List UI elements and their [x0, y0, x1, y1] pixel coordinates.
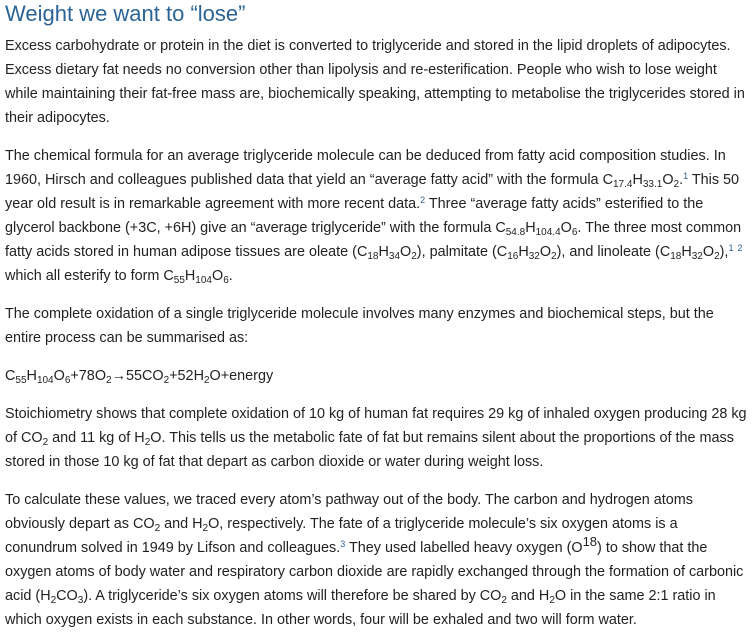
symbol-h: H [632, 172, 643, 188]
subscript: 2 [673, 179, 680, 190]
reaction-arrow: → [111, 368, 126, 384]
subscript: 34 [388, 251, 401, 262]
p2-text-1: The chemical formula for an average triglyceride molecule can be deduced from fatty acid composition studies. In 1960, Hirsch and colleagues published data that yield an “average fatty acid” with the formula [5, 148, 726, 188]
formula-palmitate [497, 244, 557, 260]
subscript: 2 [203, 375, 210, 386]
energy-term: energy [229, 368, 274, 384]
subscript: 2 [154, 523, 161, 534]
p5-text-7: ). A triglyceride’s six oxygen atoms will therefore be shared by CO [83, 588, 502, 604]
symbol-o: O [94, 368, 107, 384]
symbol-o: O [539, 244, 552, 260]
p4-text-1: Stoichiometry shows that complete oxidation of 10 kg of human fat requires 29 kg of inhaled oxygen producing 28 kg of CO [5, 406, 747, 446]
symbol-h: H [378, 244, 389, 260]
subscript: 6 [64, 375, 71, 386]
symbol-h: H [681, 244, 692, 260]
reference-link[interactable]: 1 [728, 243, 734, 253]
subscript: 18 [670, 251, 682, 262]
subscript: 2 [202, 523, 209, 534]
subscript: 32 [528, 251, 540, 262]
symbol-o: O [702, 244, 715, 260]
symbol-c: C [659, 244, 671, 260]
subscript: 2 [549, 595, 555, 606]
p5-text-6: CO [56, 588, 78, 604]
plus-sign: + [220, 368, 230, 384]
symbol-h: H [184, 268, 196, 284]
p2-text-6: ), and linoleate ( [556, 244, 660, 260]
formula-linoleate [660, 244, 720, 260]
p2-text-7: ), [719, 244, 729, 260]
reference-link[interactable]: 1 [683, 171, 689, 181]
p5-text-1: To calculate these values, we traced every atom’s pathway out of the body. The carbon and hydrogen atoms obviously depart as CO [5, 492, 693, 532]
subscript: 18 [367, 251, 379, 262]
symbol-o: O [53, 368, 65, 384]
subscript: 3 [77, 595, 84, 606]
paragraph-3: The complete oxidation of a single triglyceride molecule involves many enzymes and biochemical steps, but the entire process can be summarised as: [5, 306, 714, 346]
subscript: 55 [15, 375, 27, 386]
symbol-c: C [495, 220, 506, 236]
formula-oleate [357, 244, 417, 260]
plus-sign: + [169, 368, 178, 384]
paragraph-2 [5, 144, 751, 288]
p2-text-9: . [228, 268, 233, 284]
symbol-c: C [602, 172, 613, 188]
plus-sign: + [70, 368, 79, 384]
period: . [679, 172, 684, 188]
oxidation-equation [5, 364, 751, 388]
subscript: 2 [163, 375, 170, 386]
subscript: 55 [173, 275, 185, 286]
symbol-co: CO [141, 368, 164, 384]
symbol-o: O [209, 368, 221, 384]
subscript: 104 [195, 275, 212, 286]
formula-avg-triglyceride [495, 220, 577, 236]
isotope-superscript: 18 [582, 534, 598, 549]
subscript: 32 [691, 251, 703, 262]
subscript: 2 [50, 595, 57, 606]
reference-link[interactable]: 3 [340, 539, 346, 549]
paragraph-4 [5, 402, 751, 474]
p4-text-2: and 11 kg of H [48, 430, 145, 446]
subscript: 2 [144, 437, 151, 448]
symbol-o: O [662, 172, 674, 188]
coefficient: 55 [125, 368, 142, 384]
coefficient: 78 [78, 368, 95, 384]
formula-avg-fatty-acid [603, 172, 684, 188]
symbol-o: O [211, 268, 224, 284]
p2-text-2: This 50 year old result is in remarkable agreement with more recent data. [5, 172, 740, 212]
subscript: 6 [571, 227, 578, 238]
subscript: 2 [501, 595, 507, 606]
reference-link[interactable]: 2 [420, 195, 426, 205]
subscript: 6 [223, 275, 229, 286]
subscript: 33.1 [642, 179, 663, 190]
subscript: 2 [42, 437, 49, 448]
reference-link[interactable]: 2 [737, 243, 743, 253]
section-title: Weight we want to “lose” [5, 1, 246, 26]
subscript: 104.4 [535, 227, 561, 238]
symbol-o: O [400, 244, 412, 260]
symbol-c: C [356, 244, 368, 260]
subscript: 54.8 [505, 227, 526, 238]
subscript: 2 [106, 375, 112, 386]
symbol-c: C [496, 244, 508, 260]
paragraph-5 [5, 488, 751, 632]
subscript: 16 [507, 251, 519, 262]
p2-text-3: Three “average fatty acids” esterified to the glycerol backbone (+3C, +6H) give an “average triglyceride” with the formula [5, 196, 704, 236]
p5-text-4: They used labelled heavy oxygen (O [345, 540, 583, 556]
symbol-h: H [525, 220, 536, 236]
p5-text-9: O in the same 2:1 ratio in which oxygen exists in each substance. In other words, four will be exhaled and two will form water. [5, 588, 716, 628]
subscript: 2 [714, 251, 720, 262]
symbol-c: C [5, 368, 16, 384]
subscript: 104 [36, 375, 54, 386]
p2-text-8: which all esterify to form [5, 268, 164, 284]
p5-text-5: ) to show that the oxygen atoms of body water and respiratory carbon dioxide are rapidly exchanged through the formation of carbonic acid (H [5, 540, 744, 604]
p5-text-2: and H [160, 516, 203, 532]
p2-text-5: ), palmitate ( [416, 244, 497, 260]
subscript: 17.4 [612, 179, 633, 190]
subscript: 2 [411, 251, 417, 262]
coefficient: 52 [177, 368, 194, 384]
symbol-h: H [26, 368, 37, 384]
p5-text-8: and H [506, 588, 550, 604]
p4-text-3: O. This tells us the metabolic fate of fat but remains silent about the proportions of the mass stored in those 10 kg of fat that depart as carbon dioxide or water during weight loss. [5, 430, 734, 470]
symbol-o: O [560, 220, 572, 236]
subscript: 2 [551, 251, 557, 262]
p5-text-3: O, respectively. The fate of a triglyceride molecule’s six oxygen atoms is a conundrum solved in 1949 by Lifson and colleagues. [5, 516, 678, 556]
p2-text-4: . The three most common fatty acids stored in human adipose tissues are oleate ( [5, 220, 742, 260]
symbol-h: H [518, 244, 529, 260]
symbol-c: C [163, 268, 174, 284]
paragraph-1: Excess carbohydrate or protein in the diet is converted to triglyceride and stored in the lipid droplets of adipocytes. Excess dietary fat needs no conversion other than lipolysis and re-esterification. People who wish to lose weight while maintaining their fat-free mass are, biochemically speaking, attempting to metabolise the triglycerides stored in their adipocytes. [5, 38, 745, 126]
symbol-h: H [193, 368, 204, 384]
formula-triglyceride [163, 268, 228, 284]
